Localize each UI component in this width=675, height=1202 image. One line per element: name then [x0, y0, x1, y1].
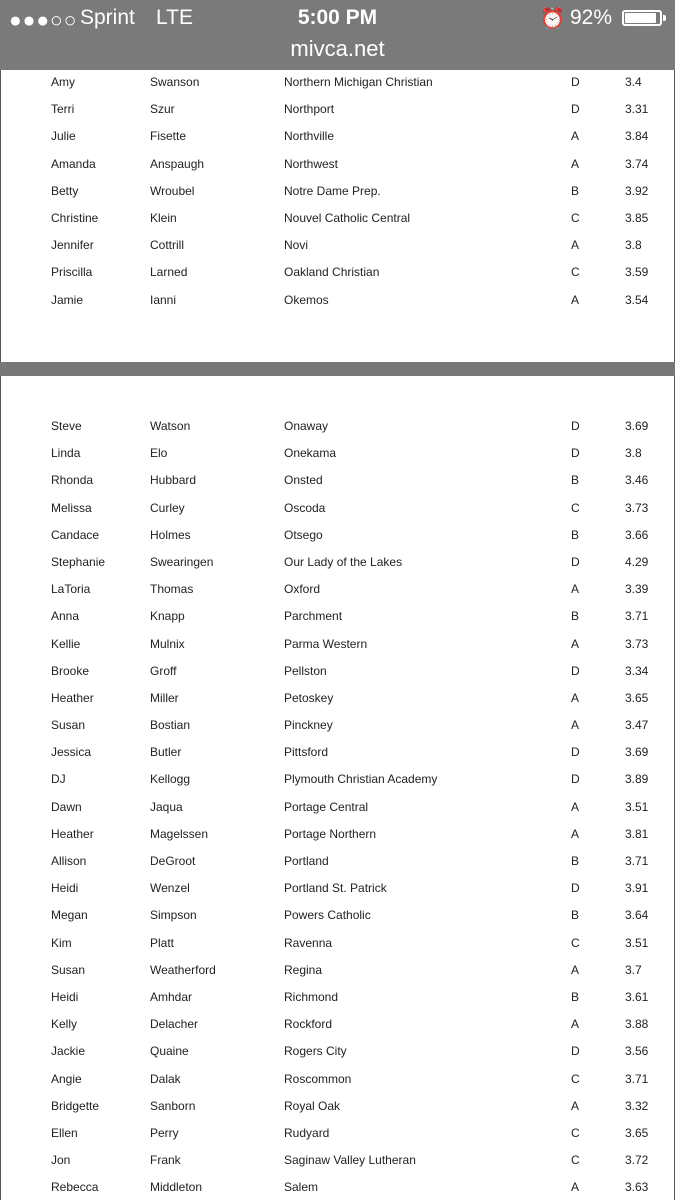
first-name-cell: Megan [51, 908, 88, 923]
first-name-cell: DJ [51, 772, 66, 787]
first-name-cell: Amy [51, 75, 75, 89]
division-cell: D [571, 881, 580, 896]
score-cell: 3.61 [625, 989, 649, 1004]
school-cell: Rockford [284, 1017, 333, 1032]
score-cell: 3.54 [625, 292, 649, 307]
school-cell: Onaway [284, 419, 329, 433]
table-row [1, 1094, 675, 1121]
school-cell: Oakland Christian [284, 265, 380, 280]
results-panel-2 [0, 376, 675, 1200]
last-name-cell: Middleton [150, 1180, 203, 1195]
division-cell: C [571, 1125, 580, 1140]
school-cell: Northwest [284, 156, 339, 171]
first-name-cell: LaToria [51, 582, 91, 597]
table-row [1, 876, 675, 903]
last-name-cell: DeGroot [150, 854, 196, 868]
first-name-cell: Steve [51, 419, 82, 433]
school-cell: Notre Dame Prep. [284, 183, 381, 198]
status-bar [0, 6, 675, 32]
score-cell: 3.71 [625, 1071, 649, 1086]
school-cell: Petoskey [284, 690, 334, 705]
division-cell: B [571, 609, 580, 624]
division-cell: A [571, 690, 580, 705]
score-cell: 3.74 [625, 156, 649, 171]
score-cell: 3.92 [625, 183, 649, 198]
first-name-cell: Jon [51, 1153, 71, 1168]
score-cell: 3.34 [625, 663, 649, 678]
score-cell: 3.59 [625, 265, 649, 280]
results-table-2 [1, 414, 675, 1202]
score-cell: 3.73 [625, 500, 649, 515]
battery-fill [625, 13, 656, 23]
score-cell: 3.81 [625, 826, 649, 841]
first-name-cell: Kelly [51, 1017, 78, 1032]
first-name-cell: Dawn [51, 799, 82, 814]
table-row [1, 260, 675, 287]
last-name-cell: Knapp [150, 609, 185, 624]
table-row [1, 1175, 675, 1202]
table-row [1, 849, 675, 876]
score-cell: 3.56 [625, 1044, 649, 1059]
last-name-cell: Larned [150, 265, 188, 280]
school-cell: Regina [284, 962, 323, 977]
division-cell: C [571, 210, 580, 225]
school-cell: Roscommon [284, 1071, 352, 1086]
school-cell: Parchment [284, 609, 343, 624]
score-cell: 3.84 [625, 129, 649, 144]
battery-icon [622, 10, 662, 26]
last-name-cell: Klein [150, 210, 177, 225]
last-name-cell: Miller [150, 690, 179, 705]
signal-strength-icon: ●●●○○ [9, 9, 78, 32]
division-cell: C [571, 1153, 580, 1168]
address-bar[interactable]: mivca.net [290, 36, 385, 61]
school-cell: Ravenna [284, 935, 333, 950]
division-cell: D [571, 554, 580, 569]
last-name-cell: Szur [150, 102, 175, 117]
last-name-cell: Kellogg [150, 772, 191, 787]
school-cell: Plymouth Christian Academy [284, 772, 438, 787]
first-name-cell: Rhonda [51, 473, 94, 488]
score-cell: 3.72 [625, 1153, 649, 1168]
first-name-cell: Jessica [51, 745, 92, 760]
table-row [1, 577, 675, 604]
school-cell: Northport [284, 102, 335, 117]
score-cell: 3.8 [625, 238, 642, 253]
first-name-cell: Christine [51, 210, 99, 225]
first-name-cell: Priscilla [51, 265, 93, 280]
score-cell: 3.85 [625, 210, 649, 225]
page-divider [0, 362, 675, 376]
first-name-cell: Heidi [51, 881, 79, 896]
division-cell: A [571, 718, 580, 733]
school-cell: Nouvel Catholic Central [284, 210, 411, 225]
last-name-cell: Amhdar [150, 989, 193, 1004]
battery-nub [663, 15, 666, 21]
first-name-cell: Kellie [51, 636, 81, 651]
last-name-cell: Mulnix [150, 636, 185, 651]
division-cell: A [571, 582, 580, 597]
school-cell: Otsego [284, 527, 323, 542]
table-row [1, 441, 675, 468]
score-cell: 3.63 [625, 1180, 649, 1195]
division-cell: C [571, 500, 580, 515]
first-name-cell: Heather [51, 690, 94, 705]
last-name-cell: Watson [150, 419, 191, 433]
last-name-cell: Anspaugh [150, 156, 205, 171]
first-name-cell: Bridgette [51, 1098, 100, 1113]
score-cell: 3.71 [625, 854, 649, 868]
school-cell: Northville [284, 129, 335, 144]
last-name-cell: Jaqua [150, 799, 183, 814]
browser-top-bar [0, 0, 675, 70]
school-cell: Oscoda [284, 500, 326, 515]
first-name-cell: Julie [51, 129, 76, 144]
school-cell: Portage Northern [284, 826, 377, 841]
school-cell: Our Lady of the Lakes [284, 554, 403, 569]
last-name-cell: Quaine [150, 1044, 189, 1059]
table-row [1, 1148, 675, 1175]
score-cell: 3.7 [625, 962, 642, 977]
school-cell: Powers Catholic [284, 908, 371, 923]
score-cell: 3.32 [625, 1098, 649, 1113]
school-cell: Portland St. Patrick [284, 881, 387, 896]
division-cell: C [571, 265, 580, 280]
table-row [1, 767, 675, 794]
last-name-cell: Magelssen [150, 826, 209, 841]
score-cell: 3.51 [625, 799, 649, 814]
table-row [1, 496, 675, 523]
last-name-cell: Fisette [150, 129, 187, 144]
first-name-cell: Amanda [51, 156, 96, 171]
division-cell: B [571, 527, 580, 542]
table-row [1, 124, 675, 151]
division-cell: B [571, 473, 580, 488]
table-row [1, 288, 675, 315]
last-name-cell: Sanborn [150, 1098, 196, 1113]
table-row [1, 1067, 675, 1094]
score-cell: 3.88 [625, 1017, 649, 1032]
division-cell: A [571, 1017, 580, 1032]
first-name-cell: Terri [51, 102, 75, 117]
score-cell: 3.73 [625, 636, 649, 651]
school-cell: Pittsford [284, 745, 329, 760]
first-name-cell: Betty [51, 183, 79, 198]
school-cell: Northern Michigan Christian [284, 75, 433, 89]
score-cell: 3.65 [625, 1125, 649, 1140]
division-cell: A [571, 238, 580, 253]
last-name-cell: Elo [150, 446, 168, 461]
table-row [1, 97, 675, 124]
first-name-cell: Allison [51, 854, 87, 868]
score-cell: 3.4 [625, 75, 642, 89]
table-row [1, 632, 675, 659]
school-cell: Onsted [284, 473, 323, 488]
division-cell: D [571, 772, 580, 787]
score-cell: 3.89 [625, 772, 649, 787]
score-cell: 3.47 [625, 718, 649, 733]
first-name-cell: Linda [51, 446, 81, 461]
last-name-cell: Cottrill [150, 238, 185, 253]
table-row [1, 903, 675, 930]
last-name-cell: Dalak [150, 1071, 181, 1086]
table-row [1, 740, 675, 767]
results-panel-1 [0, 70, 675, 362]
last-name-cell: Frank [150, 1153, 181, 1168]
table-row [1, 414, 675, 441]
last-name-cell: Swearingen [150, 554, 214, 569]
last-name-cell: Groff [150, 663, 177, 678]
division-cell: D [571, 1044, 580, 1059]
last-name-cell: Swanson [150, 75, 200, 89]
first-name-cell: Candace [51, 527, 100, 542]
table-row [1, 931, 675, 958]
last-name-cell: Perry [150, 1125, 179, 1140]
first-name-cell: Jennifer [51, 238, 94, 253]
school-cell: Salem [284, 1180, 319, 1195]
table-row [1, 1039, 675, 1066]
last-name-cell: Bostian [150, 718, 191, 733]
first-name-cell: Jamie [51, 292, 84, 307]
first-name-cell: Brooke [51, 663, 90, 678]
school-cell: Rogers City [284, 1044, 347, 1059]
division-cell: B [571, 854, 580, 868]
last-name-cell: Platt [150, 935, 175, 950]
carrier-name: Sprint [80, 6, 135, 29]
table-row [1, 713, 675, 740]
table-row [1, 958, 675, 985]
table-row [1, 550, 675, 577]
division-cell: A [571, 129, 580, 144]
score-cell: 3.39 [625, 582, 649, 597]
last-name-cell: Hubbard [150, 473, 197, 488]
first-name-cell: Anna [51, 609, 80, 624]
first-name-cell: Angie [51, 1071, 82, 1086]
table-row [1, 179, 675, 206]
table-row [1, 233, 675, 260]
first-name-cell: Kim [51, 935, 72, 950]
score-cell: 3.8 [625, 446, 642, 461]
score-cell: 3.64 [625, 908, 649, 923]
battery-percent: 92% [570, 6, 613, 29]
first-name-cell: Ellen [51, 1125, 78, 1140]
table-row [1, 523, 675, 550]
first-name-cell: Melissa [51, 500, 92, 515]
school-cell: Portage Central [284, 799, 369, 814]
score-cell: 3.51 [625, 935, 649, 950]
division-cell: C [571, 935, 580, 950]
results-table-1 [1, 70, 675, 315]
division-cell: D [571, 75, 580, 89]
school-cell: Royal Oak [284, 1098, 341, 1113]
school-cell: Richmond [284, 989, 339, 1004]
score-cell: 3.66 [625, 527, 649, 542]
division-cell: C [571, 1071, 580, 1086]
table-row [1, 686, 675, 713]
table-row [1, 206, 675, 233]
table-row [1, 822, 675, 849]
last-name-cell: Simpson [150, 908, 197, 923]
first-name-cell: Jackie [51, 1044, 86, 1059]
table-row [1, 468, 675, 495]
score-cell: 3.46 [625, 473, 649, 488]
table-row [1, 152, 675, 179]
division-cell: A [571, 1180, 580, 1195]
division-cell: D [571, 745, 580, 760]
division-cell: A [571, 636, 580, 651]
alarm-clock-icon: ⏰ [540, 8, 565, 30]
division-cell: B [571, 989, 580, 1004]
table-row [1, 1012, 675, 1039]
score-cell: 3.69 [625, 745, 649, 760]
division-cell: D [571, 419, 580, 433]
division-cell: D [571, 102, 580, 117]
last-name-cell: Wenzel [150, 881, 190, 896]
division-cell: D [571, 446, 580, 461]
division-cell: A [571, 156, 580, 171]
score-cell: 3.91 [625, 881, 649, 896]
last-name-cell: Holmes [150, 527, 191, 542]
last-name-cell: Weatherford [150, 962, 216, 977]
division-cell: D [571, 663, 580, 678]
first-name-cell: Susan [51, 962, 86, 977]
first-name-cell: Susan [51, 718, 86, 733]
division-cell: A [571, 826, 580, 841]
status-time: 5:00 PM [297, 6, 378, 29]
score-cell: 3.69 [625, 419, 649, 433]
division-cell: A [571, 962, 580, 977]
table-row [1, 985, 675, 1012]
first-name-cell: Rebecca [51, 1180, 99, 1195]
school-cell: Rudyard [284, 1125, 330, 1140]
school-cell: Pellston [284, 663, 327, 678]
table-row [1, 659, 675, 686]
school-cell: Saginaw Valley Lutheran [284, 1153, 416, 1168]
school-cell: Oxford [284, 582, 321, 597]
table-row [1, 70, 675, 97]
first-name-cell: Heather [51, 826, 94, 841]
score-cell: 3.71 [625, 609, 649, 624]
last-name-cell: Butler [150, 745, 182, 760]
first-name-cell: Heidi [51, 989, 79, 1004]
last-name-cell: Wroubel [150, 183, 195, 198]
score-cell: 3.65 [625, 690, 649, 705]
division-cell: B [571, 908, 580, 923]
last-name-cell: Ianni [150, 292, 177, 307]
school-cell: Pinckney [284, 718, 333, 733]
division-cell: A [571, 292, 580, 307]
school-cell: Portland [284, 854, 329, 868]
table-row [1, 604, 675, 631]
table-row [1, 1121, 675, 1148]
last-name-cell: Thomas [150, 582, 194, 597]
school-cell: Okemos [284, 292, 329, 307]
score-cell: 4.29 [625, 554, 649, 569]
school-cell: Onekama [284, 446, 337, 461]
division-cell: B [571, 183, 580, 198]
division-cell: A [571, 1098, 580, 1113]
division-cell: A [571, 799, 580, 814]
school-cell: Parma Western [284, 636, 368, 651]
last-name-cell: Delacher [150, 1017, 199, 1032]
score-cell: 3.31 [625, 102, 649, 117]
table-row [1, 795, 675, 822]
last-name-cell: Curley [150, 500, 185, 515]
school-cell: Novi [284, 238, 309, 253]
first-name-cell: Stephanie [51, 554, 106, 569]
network-type: LTE [156, 6, 193, 29]
